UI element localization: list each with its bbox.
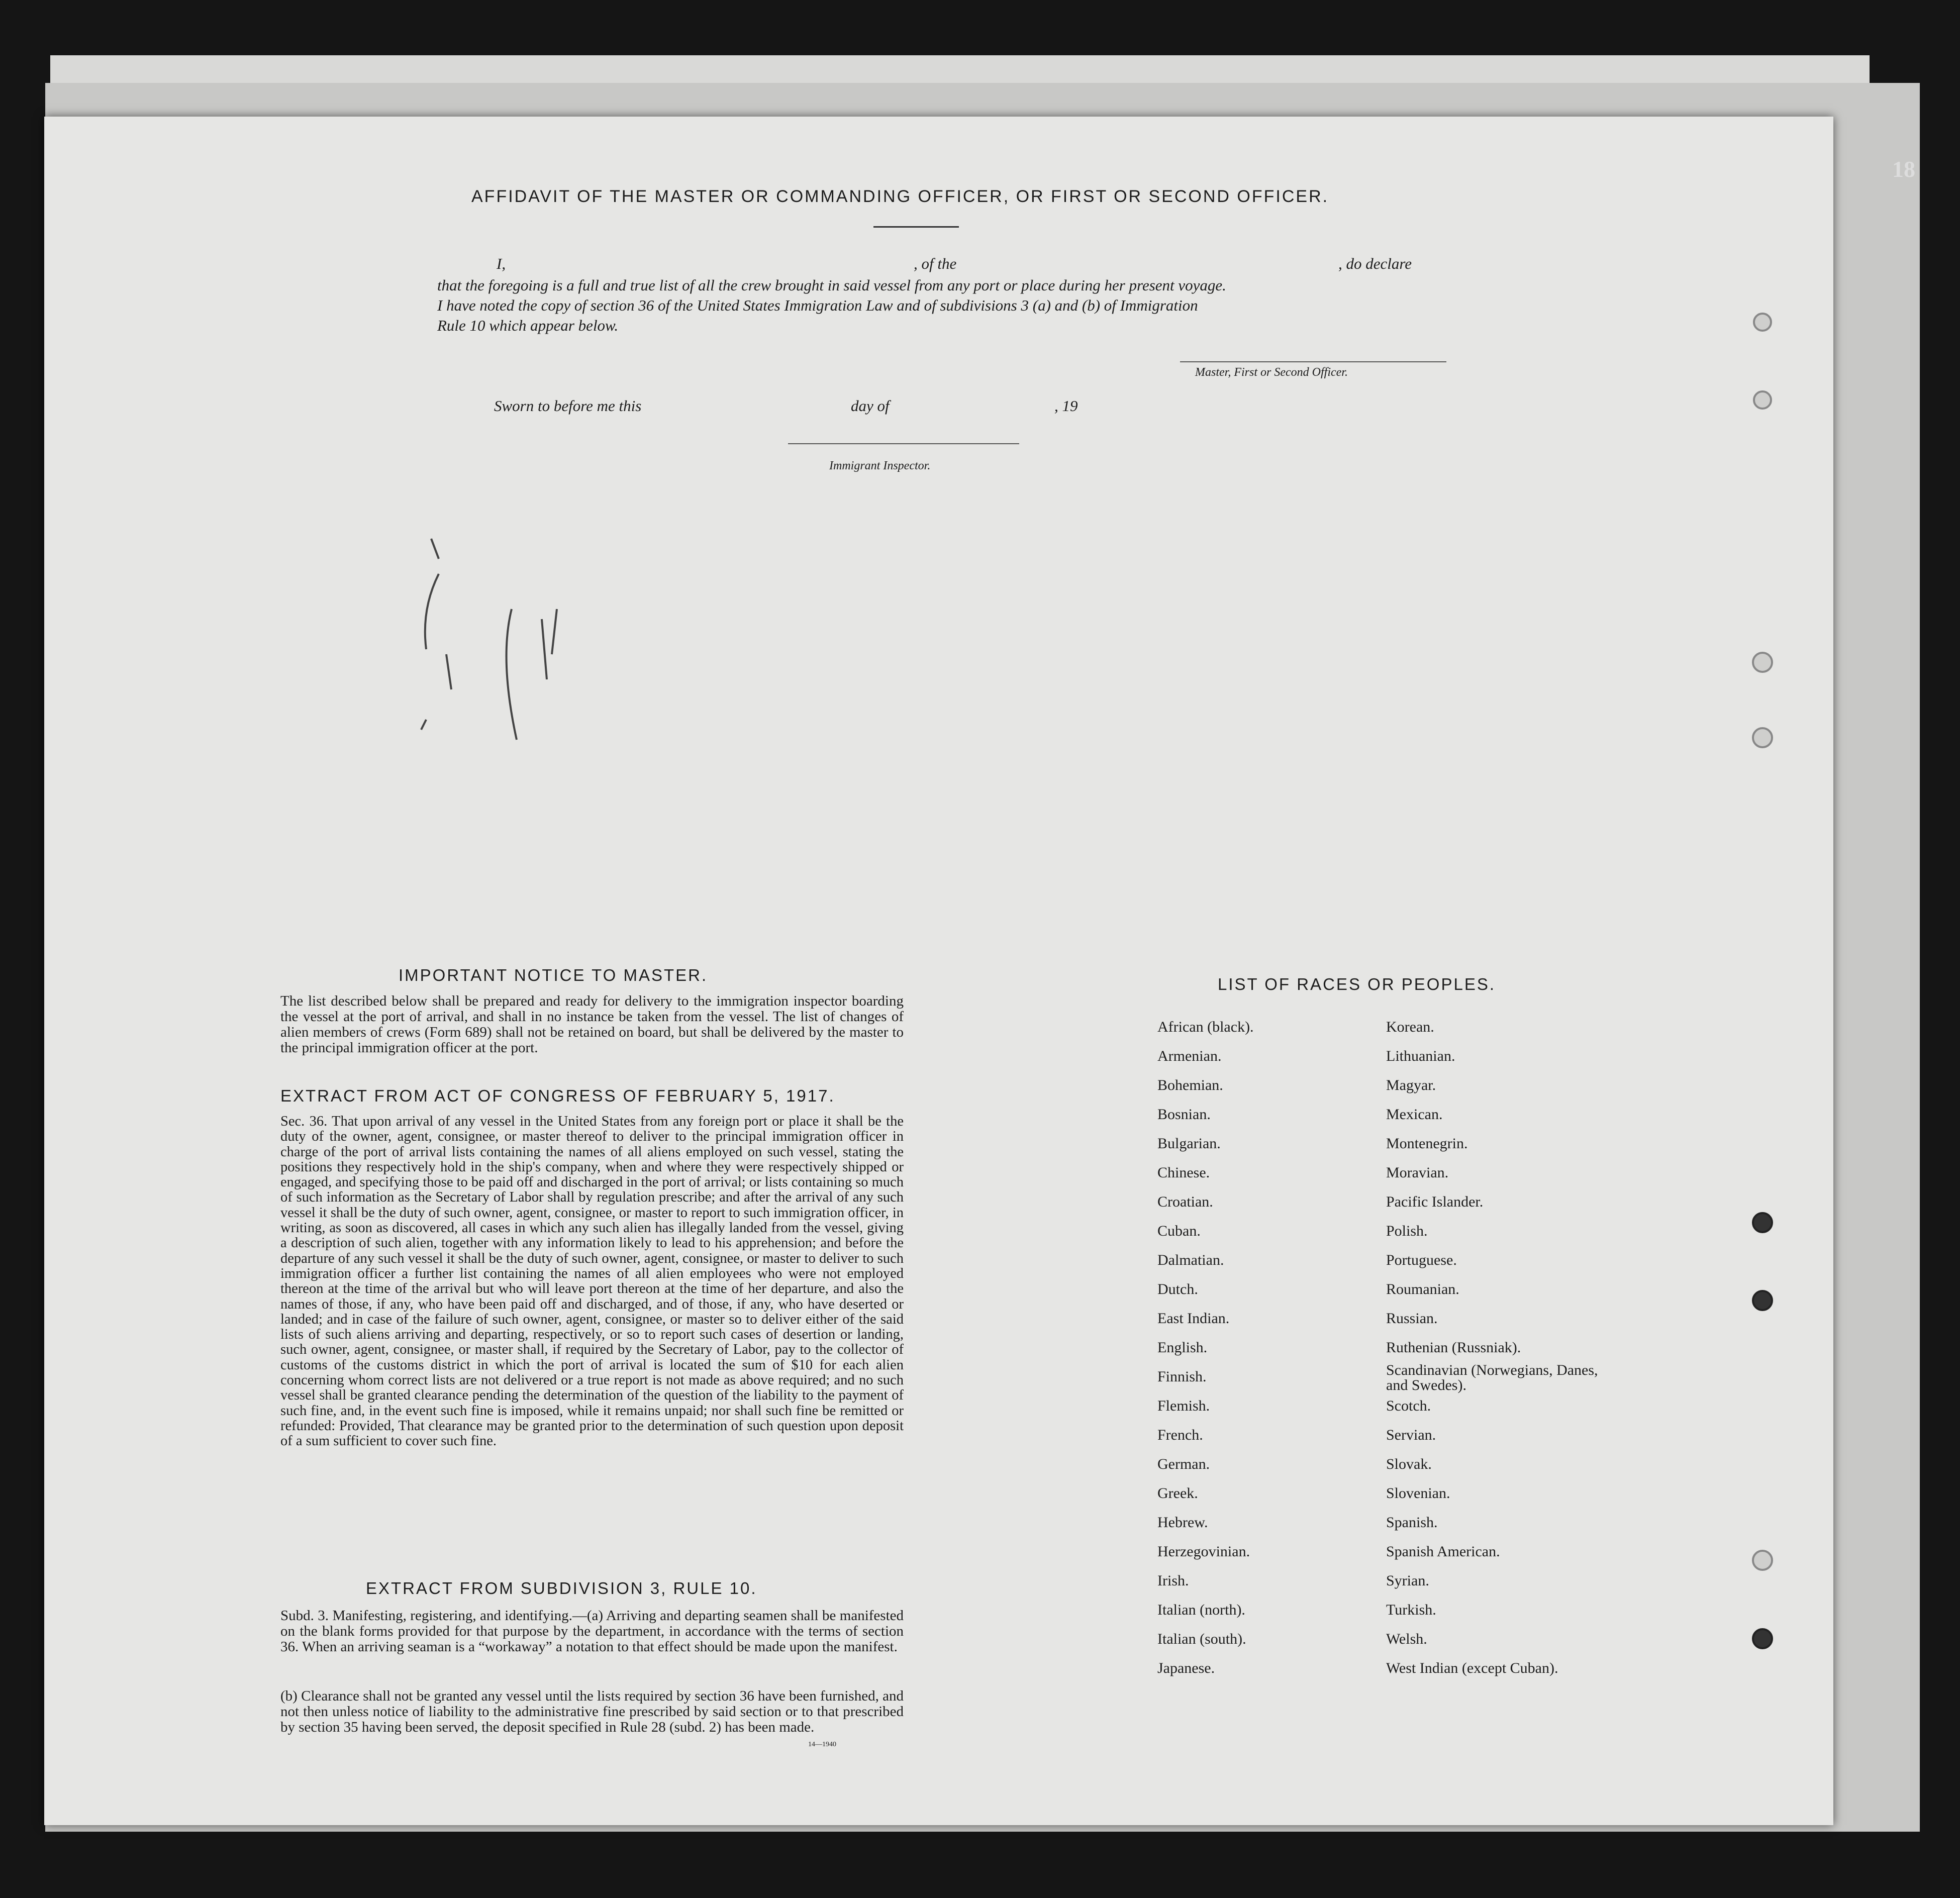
binder-hole bbox=[1752, 1290, 1773, 1311]
races-title: LIST OF RACES OR PEOPLES. bbox=[1218, 975, 1496, 993]
race-item: Bosnian. bbox=[1157, 1106, 1211, 1123]
race-item: Armenian. bbox=[1157, 1048, 1222, 1064]
race-item: Moravian. bbox=[1386, 1164, 1449, 1181]
extract-act-title: EXTRACT FROM ACT OF CONGRESS OF FEBRUARY 5, 1917. bbox=[280, 1086, 835, 1105]
race-item: Italian (south). bbox=[1157, 1631, 1246, 1647]
race-item: Greek. bbox=[1157, 1485, 1198, 1502]
document-page bbox=[44, 117, 1833, 1825]
race-item: Syrian. bbox=[1386, 1572, 1429, 1589]
race-item: Mexican. bbox=[1386, 1106, 1443, 1123]
affidavit-line-3: I have noted the copy of section 36 of the United States Immigration Law and of subdivisions 3 (a) and (b) of Immigration bbox=[437, 296, 1198, 314]
corner-page-number: 18 bbox=[1892, 156, 1915, 182]
affidavit-title-underline bbox=[873, 226, 959, 228]
race-item: Japanese. bbox=[1157, 1660, 1215, 1676]
notice-title: IMPORTANT NOTICE TO MASTER. bbox=[399, 966, 708, 984]
race-item: Turkish. bbox=[1386, 1602, 1436, 1618]
race-item: Flemish. bbox=[1157, 1397, 1210, 1414]
race-item: Dalmatian. bbox=[1157, 1252, 1224, 1268]
race-item: West Indian (except Cuban). bbox=[1386, 1660, 1558, 1676]
form-number: 14—1940 bbox=[808, 1741, 836, 1748]
race-item: Dutch. bbox=[1157, 1281, 1198, 1297]
affidavit-declare: , do declare bbox=[1338, 255, 1412, 272]
race-item: English. bbox=[1157, 1339, 1208, 1356]
year-prefix: , 19 bbox=[1054, 397, 1078, 415]
race-item: Pacific Islander. bbox=[1386, 1193, 1484, 1210]
race-item: Herzegovinian. bbox=[1157, 1543, 1250, 1560]
race-item: East Indian. bbox=[1157, 1310, 1230, 1327]
race-item: Chinese. bbox=[1157, 1164, 1210, 1181]
race-item: Cuban. bbox=[1157, 1223, 1201, 1239]
race-item: Montenegrin. bbox=[1386, 1135, 1468, 1152]
race-item: Welsh. bbox=[1386, 1631, 1427, 1647]
extract-act-body: Sec. 36. That upon arrival of any vessel in the United States from any foreign port or place it shall be the duty of the owner, agent, consignee, or master thereof to deliver to the principal immigration officer in charge of the port of arrival lists containing the names of all aliens employed on such vessel, stating the positions they respectively hold in the ship's company, when and where they were respectively shipped or engaged, and specifying those to be paid off and discharged in the port of arrival; or lists containing so much of such information as the Secretary of Labor shall by regulation prescribe; and after the arrival of any such vessel it shall be the duty of such owner, agent, consignee, or master to report to such immigration officer, in writing, as soon as discovered, all cases in which any such alien has illegally landed from the vessel, giving a description of such alien, together with any information likely to lead to his apprehension; and before the departure of any such vessel it shall be the duty of such owner, agent, consignee, or master to deliver to such immigration officer a further list containing the names of all alien employees who were not employed thereon at the time of the arrival but who will leave port thereon at the time of her departure, and also the names of those, if any, who have been paid off and discharged, and of those, if any, who have deserted or landed; and in case of the failure of such owner, agent, consignee, or master so to deliver either of the said lists of such aliens arriving and departing, respectively, or so to report such cases of desertion or landing, such owner, agent, consignee, or master shall, if required by the Secretary of Labor, pay to the collector of customs of the customs district in which the port of arrival is located the sum of $10 for each alien concerning whom correct lists are not delivered or a true report is not made as above required; and no such vessel shall be granted clearance pending the determination of the question of the liability to the payment of such fine, and, in the event such fine is imposed, while it remains unpaid; nor shall such fine be remitted or refunded: Provided, That clearance may be granted prior to the determination of such question upon deposit of a sum sufficient to cover such fine. bbox=[280, 1114, 904, 1449]
race-item: Scandinavian (Norwegians, Danes, and Swedes). bbox=[1386, 1362, 1598, 1393]
race-item: Bohemian. bbox=[1157, 1077, 1223, 1093]
binder-hole bbox=[1752, 652, 1773, 673]
affidavit-line-4: Rule 10 which appear below. bbox=[437, 317, 619, 334]
race-item: Slovenian. bbox=[1386, 1485, 1450, 1502]
affidavit-of-the: , of the bbox=[914, 255, 957, 272]
inspector-caption: Immigrant Inspector. bbox=[829, 459, 931, 472]
inspector-signature-line bbox=[788, 443, 1019, 444]
race-item: German. bbox=[1157, 1456, 1210, 1472]
binder-hole bbox=[1752, 1550, 1773, 1571]
extract-rule-para-a: Subd. 3. Manifesting, registering, and identifying.—(a) Arriving and departing seamen shall be manifested on the blank forms provided for that purpose by the department, in accordance with the terms of section 36. When an arriving seaman is a “workaway” a notation to that effect should be made upon the manifest. bbox=[280, 1608, 904, 1655]
master-caption: Master, First or Second Officer. bbox=[1195, 366, 1348, 379]
sworn-text: Sworn to before me this bbox=[494, 397, 642, 415]
race-item: Portuguese. bbox=[1386, 1252, 1457, 1268]
binder-hole bbox=[1753, 390, 1772, 410]
race-item: Finnish. bbox=[1157, 1368, 1207, 1385]
race-item: African (black). bbox=[1157, 1019, 1254, 1035]
binder-hole bbox=[1752, 1212, 1773, 1233]
race-item: Magyar. bbox=[1386, 1077, 1436, 1093]
extract-rule-title: EXTRACT FROM SUBDIVISION 3, RULE 10. bbox=[366, 1579, 757, 1597]
race-item: Servian. bbox=[1386, 1427, 1436, 1443]
pencil-marks bbox=[346, 529, 798, 830]
race-item: Spanish. bbox=[1386, 1514, 1438, 1531]
race-item: Russian. bbox=[1386, 1310, 1438, 1327]
race-item: Lithuanian. bbox=[1386, 1048, 1455, 1064]
day-of-text: day of bbox=[851, 397, 890, 415]
race-item: Slovak. bbox=[1386, 1456, 1432, 1472]
race-item: Irish. bbox=[1157, 1572, 1189, 1589]
race-item: Korean. bbox=[1386, 1019, 1434, 1035]
binder-hole bbox=[1753, 313, 1772, 332]
affidavit-i: I, bbox=[497, 255, 506, 272]
race-item: Hebrew. bbox=[1157, 1514, 1208, 1531]
race-item: Italian (north). bbox=[1157, 1602, 1245, 1618]
master-signature-line bbox=[1180, 361, 1446, 362]
race-item: Croatian. bbox=[1157, 1193, 1213, 1210]
race-item: Spanish American. bbox=[1386, 1543, 1500, 1560]
race-item: French. bbox=[1157, 1427, 1203, 1443]
race-item: Polish. bbox=[1386, 1223, 1428, 1239]
notice-body: The list described below shall be prepared and ready for delivery to the immigration inspector boarding the vessel at the port of arrival, and shall in no instance be taken from the vessel. The list of changes of alien members of crews (Form 689) shall not be retained on board, but shall be delivered by the master to the principal immigration officer at the port. bbox=[280, 993, 904, 1056]
race-item: Bulgarian. bbox=[1157, 1135, 1221, 1152]
affidavit-line-2: that the foregoing is a full and true list of all the crew brought in said vessel from any port or place during her present voyage. bbox=[437, 276, 1226, 294]
binder-hole bbox=[1752, 727, 1773, 748]
race-item: Ruthenian (Russniak). bbox=[1386, 1339, 1521, 1356]
affidavit-title: AFFIDAVIT OF THE MASTER OR COMMANDING OFFICER, OR FIRST OR SECOND OFFICER. bbox=[471, 187, 1329, 206]
extract-rule-para-b: (b) Clearance shall not be granted any vessel until the lists required by section 36 have been furnished, and not then unless notice of liability to the administrative fine prescribed by said section or to that prescribed by section 35 having been served, the deposit specified in Rule 28 (subd. 2) has been made. bbox=[280, 1688, 904, 1735]
binder-hole bbox=[1752, 1628, 1773, 1649]
race-item: Roumanian. bbox=[1386, 1281, 1459, 1297]
race-item: Scotch. bbox=[1386, 1397, 1431, 1414]
